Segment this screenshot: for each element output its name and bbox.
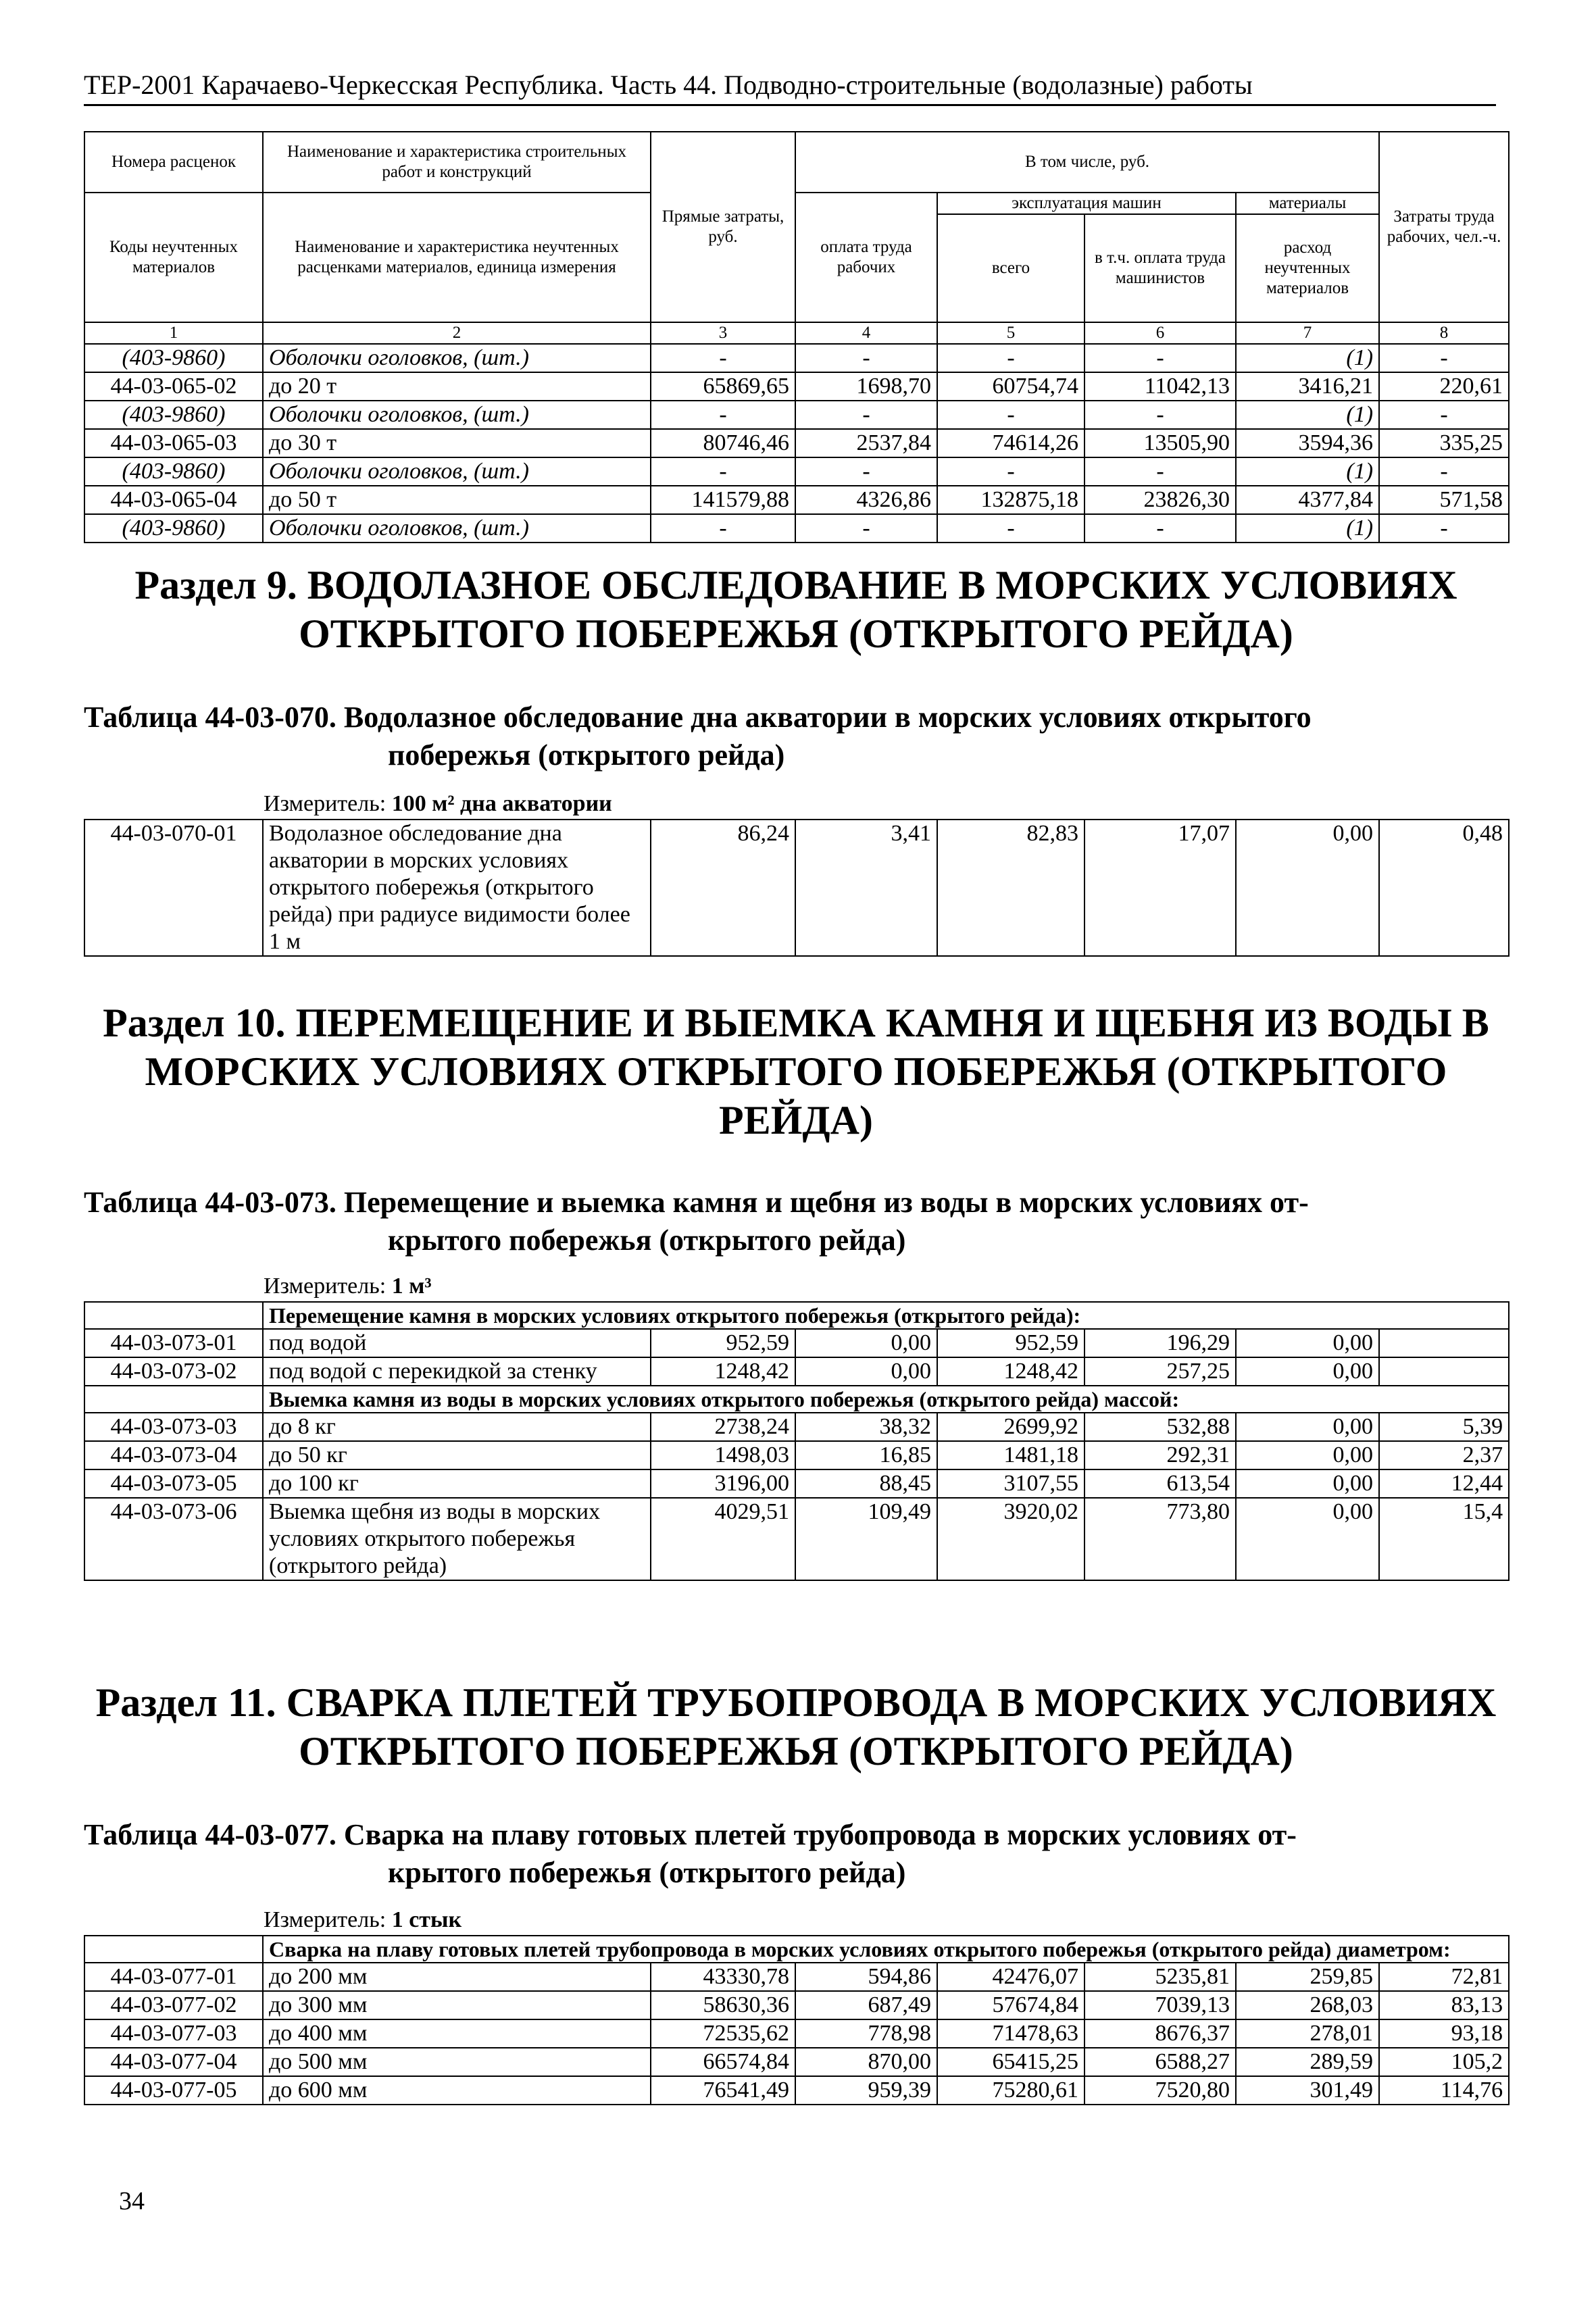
value-cell: 571,58 xyxy=(1379,486,1509,514)
value-cell: 0,00 xyxy=(1236,1498,1379,1580)
table-row xyxy=(84,514,1509,543)
value-cell: 4029,51 xyxy=(651,1498,795,1580)
value-cell: 952,59 xyxy=(937,1329,1084,1357)
subheading: Сварка на плаву готовых плетей трубопровода в морских условиях открытого побережья (открытого рейда) диаметром: xyxy=(263,1936,1509,1963)
value-cell: 0,00 xyxy=(1236,1441,1379,1469)
measure-value: 100 м² дна акватории xyxy=(391,791,612,816)
value-cell: 8676,37 xyxy=(1084,2019,1236,2048)
col-header-1a: Номера расценок xyxy=(84,132,263,193)
value-cell: 1248,42 xyxy=(937,1357,1084,1386)
value-cell: 959,39 xyxy=(795,2076,937,2105)
value-cell: - xyxy=(651,514,795,543)
value-cell: 65415,25 xyxy=(937,2048,1084,2076)
value-cell: 778,98 xyxy=(795,2019,937,2048)
value-cell: 93,18 xyxy=(1379,2019,1509,2048)
value-cell: 0,00 xyxy=(1236,1469,1379,1498)
rate-code: 44-03-065-04 xyxy=(84,486,263,514)
table-row xyxy=(84,1329,1509,1357)
table-44-03-073 xyxy=(84,1301,1510,1581)
col-header-4: оплата труда рабочих xyxy=(795,193,937,322)
value-cell: 532,88 xyxy=(1084,1413,1236,1441)
rate-code: 44-03-073-02 xyxy=(84,1357,263,1386)
value-cell: 60754,74 xyxy=(937,372,1084,401)
value-cell: 71478,63 xyxy=(937,2019,1084,2048)
col-header-mat: материалы xyxy=(1236,193,1379,214)
work-name: до 50 т xyxy=(263,486,651,514)
value-cell: 278,01 xyxy=(1236,2019,1379,2048)
subheading: Выемка камня из воды в морских условиях открытого побережья (открытого рейда) массой: xyxy=(263,1386,1509,1413)
value-cell: 11042,13 xyxy=(1084,372,1236,401)
value-cell: - xyxy=(1379,401,1509,429)
value-cell: 15,4 xyxy=(1379,1498,1509,1580)
value-cell: 5,39 xyxy=(1379,1413,1509,1441)
value-cell: 613,54 xyxy=(1084,1469,1236,1498)
value-cell: 220,61 xyxy=(1379,372,1509,401)
rate-code: 44-03-077-05 xyxy=(84,2076,263,2105)
value-cell: 289,59 xyxy=(1236,2048,1379,2076)
value-cell: (1) xyxy=(1236,514,1379,543)
value-cell: 16,85 xyxy=(795,1441,937,1469)
measure-label: Измеритель: xyxy=(264,1274,392,1299)
rate-code: 44-03-077-04 xyxy=(84,2048,263,2076)
empty-cell xyxy=(84,1386,263,1413)
value-cell: 0,00 xyxy=(1236,1357,1379,1386)
value-cell: 1481,18 xyxy=(937,1441,1084,1469)
table-row xyxy=(84,372,1509,401)
section-9-title: Раздел 9. ВОДОЛАЗНОЕ ОБСЛЕДОВАНИЕ В МОРСКИХ УСЛОВИЯХ ОТКРЫТОГО ПОБЕРЕЖЬЯ (ОТКРЫТОГО РЕЙДА) xyxy=(134,563,1457,656)
work-name: до 600 мм xyxy=(263,2076,651,2105)
value-cell: 6588,27 xyxy=(1084,2048,1236,2076)
value-cell: 4377,84 xyxy=(1236,486,1379,514)
value-cell: 58630,36 xyxy=(651,1991,795,2019)
col-header-2b: Наименование и характеристика неучтенных расценками материалов, единица измерения xyxy=(263,193,651,322)
col-header-7: расход неучтенных материалов xyxy=(1236,214,1379,322)
table-row xyxy=(84,1469,1509,1498)
rate-code: 44-03-077-03 xyxy=(84,2019,263,2048)
value-cell: 141579,88 xyxy=(651,486,795,514)
col-header-1b: Коды неучтенных материалов xyxy=(84,193,263,322)
col-header-8: Затраты труда рабочих, чел.-ч. xyxy=(1379,132,1509,322)
value-cell xyxy=(1379,1329,1509,1357)
work-name: Оболочки оголовков, (шт.) xyxy=(263,401,651,429)
col-num: 5 xyxy=(937,322,1084,344)
work-name: до 300 мм xyxy=(263,1991,651,2019)
value-cell: 65869,65 xyxy=(651,372,795,401)
value-cell: 870,00 xyxy=(795,2048,937,2076)
value-cell: - xyxy=(795,401,937,429)
work-name: до 50 кг xyxy=(263,1441,651,1469)
value-cell: 952,59 xyxy=(651,1329,795,1357)
table-row xyxy=(84,1498,1509,1580)
value-cell: - xyxy=(1379,514,1509,543)
col-header-6: в т.ч. оплата труда машинистов xyxy=(1084,214,1236,322)
value-cell: 268,03 xyxy=(1236,1991,1379,2019)
table-44-03-077 xyxy=(84,1935,1510,2105)
section-11-title: Раздел 11. СВАРКА ПЛЕТЕЙ ТРУБОПРОВОДА В МОРСКИХ УСЛОВИЯХ ОТКРЫТОГО ПОБЕРЕЖЬЯ (ОТКРЫТОГО РЕЙДА) xyxy=(95,1680,1497,1774)
value-cell: 82,83 xyxy=(937,820,1084,956)
work-name: под водой xyxy=(263,1329,651,1357)
value-cell: 132875,18 xyxy=(937,486,1084,514)
value-cell: 2699,92 xyxy=(937,1413,1084,1441)
value-cell: 3920,02 xyxy=(937,1498,1084,1580)
work-name: Выемка щебня из воды в морских условиях открытого побережья (открытого рейда) xyxy=(263,1498,651,1580)
value-cell: 0,00 xyxy=(1236,1329,1379,1357)
value-cell: 23826,30 xyxy=(1084,486,1236,514)
value-cell: - xyxy=(1379,344,1509,372)
value-cell: 105,2 xyxy=(1379,2048,1509,2076)
empty-cell xyxy=(84,1936,263,1963)
value-cell: 292,31 xyxy=(1084,1441,1236,1469)
value-cell: 66574,84 xyxy=(651,2048,795,2076)
col-header-expl: эксплуатация машин xyxy=(937,193,1236,214)
table-row xyxy=(84,1991,1509,2019)
value-cell: - xyxy=(1379,457,1509,486)
value-cell: 1498,03 xyxy=(651,1441,795,1469)
rate-code: 44-03-065-02 xyxy=(84,372,263,401)
value-cell: - xyxy=(795,514,937,543)
work-name: до 500 мм xyxy=(263,2048,651,2076)
col-num: 1 xyxy=(84,322,263,344)
col-header-3: Прямые затраты, руб. xyxy=(651,132,795,322)
value-cell: 74614,26 xyxy=(937,429,1084,457)
work-name: Оболочки оголовков, (шт.) xyxy=(263,344,651,372)
col-header-5: всего xyxy=(937,214,1084,322)
value-cell: - xyxy=(1084,514,1236,543)
table-row xyxy=(84,820,1509,956)
value-cell: 88,45 xyxy=(795,1469,937,1498)
table-row xyxy=(84,429,1509,457)
table-row xyxy=(84,1357,1509,1386)
value-cell: 86,24 xyxy=(651,820,795,956)
measure-label: Измеритель: xyxy=(264,791,392,816)
value-cell: - xyxy=(937,457,1084,486)
work-name: до 20 т xyxy=(263,372,651,401)
value-cell: 3416,21 xyxy=(1236,372,1379,401)
value-cell: 38,32 xyxy=(795,1413,937,1441)
work-name: Оболочки оголовков, (шт.) xyxy=(263,514,651,543)
table-row xyxy=(84,457,1509,486)
value-cell: (1) xyxy=(1236,457,1379,486)
measure-value: 1 м³ xyxy=(391,1274,432,1299)
rate-code: (403-9860) xyxy=(84,401,263,429)
rate-code: 44-03-065-03 xyxy=(84,429,263,457)
table-row xyxy=(84,1441,1509,1469)
value-cell: 72535,62 xyxy=(651,2019,795,2048)
value-cell: - xyxy=(1084,457,1236,486)
rate-code: 44-03-073-03 xyxy=(84,1413,263,1441)
value-cell: 594,86 xyxy=(795,1963,937,1991)
value-cell: 7520,80 xyxy=(1084,2076,1236,2105)
table-row xyxy=(84,1413,1509,1441)
subheading-row xyxy=(84,1936,1509,1963)
value-cell: (1) xyxy=(1236,401,1379,429)
table-row xyxy=(84,2076,1509,2105)
subheading-row xyxy=(84,1302,1509,1329)
value-cell: 72,81 xyxy=(1379,1963,1509,1991)
value-cell: 42476,07 xyxy=(937,1963,1084,1991)
rate-code: 44-03-073-06 xyxy=(84,1498,263,1580)
table-title-line2: крытого побережья (открытого рейда) xyxy=(388,1856,906,1889)
col-num: 8 xyxy=(1379,322,1509,344)
value-cell: 76541,49 xyxy=(651,2076,795,2105)
work-name: Водолазное обследование дна акватории в морских условиях открытого побережья (открытого рейда) при радиусе видимости более 1 м xyxy=(263,820,651,956)
measure-value: 1 стык xyxy=(391,1907,462,1932)
rate-code: 44-03-073-01 xyxy=(84,1329,263,1357)
table-row xyxy=(84,1963,1509,1991)
value-cell: 12,44 xyxy=(1379,1469,1509,1498)
value-cell: 80746,46 xyxy=(651,429,795,457)
measure-44-03-077 xyxy=(264,1907,462,1934)
value-cell: 13505,90 xyxy=(1084,429,1236,457)
value-cell: - xyxy=(651,401,795,429)
value-cell: 773,80 xyxy=(1084,1498,1236,1580)
rate-code: 44-03-073-05 xyxy=(84,1469,263,1498)
value-cell: 301,49 xyxy=(1236,2076,1379,2105)
value-cell: 4326,86 xyxy=(795,486,937,514)
value-cell xyxy=(1379,1357,1509,1386)
value-cell: 3196,00 xyxy=(651,1469,795,1498)
col-num: 2 xyxy=(263,322,651,344)
value-cell: 2738,24 xyxy=(651,1413,795,1441)
value-cell: 17,07 xyxy=(1084,820,1236,956)
rate-code: 44-03-077-01 xyxy=(84,1963,263,1991)
table-title-line2: крытого побережья (открытого рейда) xyxy=(388,1224,906,1257)
work-name: до 400 мм xyxy=(263,2019,651,2048)
value-cell: 196,29 xyxy=(1084,1329,1236,1357)
value-cell: 0,00 xyxy=(795,1357,937,1386)
value-cell: - xyxy=(651,457,795,486)
value-cell: 75280,61 xyxy=(937,2076,1084,2105)
value-cell: 0,00 xyxy=(795,1329,937,1357)
work-name: до 30 т xyxy=(263,429,651,457)
table-44-03-070 xyxy=(84,819,1510,957)
table-44-03-077-title xyxy=(84,1816,1508,1892)
table-title-line1: Таблица 44-03-077. Сварка на плаву готовых плетей трубопровода в морских условиях от- xyxy=(84,1818,1297,1851)
work-name: под водой с перекидкой за стенку xyxy=(263,1357,651,1386)
value-cell: 0,48 xyxy=(1379,820,1509,956)
work-name: Оболочки оголовков, (шт.) xyxy=(263,457,651,486)
value-cell: 259,85 xyxy=(1236,1963,1379,1991)
value-cell: 83,13 xyxy=(1379,1991,1509,2019)
table-row xyxy=(84,2019,1509,2048)
value-cell: 0,00 xyxy=(1236,1413,1379,1441)
value-cell: (1) xyxy=(1236,344,1379,372)
measure-44-03-070 xyxy=(264,790,612,818)
value-cell: 57674,84 xyxy=(937,1991,1084,2019)
value-cell: 257,25 xyxy=(1084,1357,1236,1386)
table-title-line1: Таблица 44-03-073. Перемещение и выемка камня и щебня из воды в морских условиях от- xyxy=(84,1186,1309,1219)
page-number: 34 xyxy=(119,2187,145,2215)
value-cell: 3,41 xyxy=(795,820,937,956)
value-cell: - xyxy=(795,344,937,372)
col-header-incl: В том числе, руб. xyxy=(795,132,1379,193)
subheading-row xyxy=(84,1386,1509,1413)
col-num: 6 xyxy=(1084,322,1236,344)
rate-code: (403-9860) xyxy=(84,344,263,372)
table-row xyxy=(84,401,1509,429)
table-row xyxy=(84,344,1509,372)
measure-label: Измеритель: xyxy=(264,1907,392,1932)
value-cell: - xyxy=(1084,401,1236,429)
subheading: Перемещение камня в морских условиях открытого побережья (открытого рейда): xyxy=(263,1302,1509,1329)
table-row xyxy=(84,486,1509,514)
value-cell: 43330,78 xyxy=(651,1963,795,1991)
col-num: 3 xyxy=(651,322,795,344)
value-cell: - xyxy=(651,344,795,372)
value-cell: 687,49 xyxy=(795,1991,937,2019)
work-name: до 200 мм xyxy=(263,1963,651,1991)
table-44-03-065 xyxy=(84,131,1510,543)
value-cell: - xyxy=(937,344,1084,372)
value-cell: 5235,81 xyxy=(1084,1963,1236,1991)
value-cell: 0,00 xyxy=(1236,820,1379,956)
value-cell: 3594,36 xyxy=(1236,429,1379,457)
value-cell: 3107,55 xyxy=(937,1469,1084,1498)
col-header-2a: Наименование и характеристика строительных работ и конструкций xyxy=(263,132,651,193)
col-num: 4 xyxy=(795,322,937,344)
value-cell: 109,49 xyxy=(795,1498,937,1580)
page-header: ТЕР-2001 Карачаево-Черкесская Республика. Часть 44. Подводно-строительные (водолазные) работы xyxy=(84,69,1496,106)
table-title-line1: Таблица 44-03-070. Водолазное обследование дна акватории в морских условиях открытого xyxy=(84,701,1312,734)
section-10-title: Раздел 10. ПЕРЕМЕЩЕНИЕ И ВЫЕМКА КАМНЯ И ЩЕБНЯ ИЗ ВОДЫ В МОРСКИХ УСЛОВИЯХ ОТКРЫТОГО ПОБЕРЕЖЬЯ (ОТКРЫТОГО РЕЙДА) xyxy=(103,1001,1489,1142)
work-name: до 8 кг xyxy=(263,1413,651,1441)
rate-code: 44-03-077-02 xyxy=(84,1991,263,2019)
table-44-03-073-title xyxy=(84,1184,1508,1259)
value-cell: 7039,13 xyxy=(1084,1991,1236,2019)
value-cell: 1698,70 xyxy=(795,372,937,401)
value-cell: - xyxy=(937,401,1084,429)
work-name: до 100 кг xyxy=(263,1469,651,1498)
table-row xyxy=(84,2048,1509,2076)
table-title-line2: побережья (открытого рейда) xyxy=(388,738,785,772)
value-cell: 114,76 xyxy=(1379,2076,1509,2105)
value-cell: - xyxy=(1084,344,1236,372)
col-num: 7 xyxy=(1236,322,1379,344)
rate-code: (403-9860) xyxy=(84,514,263,543)
value-cell: 1248,42 xyxy=(651,1357,795,1386)
measure-44-03-073 xyxy=(264,1273,432,1300)
value-cell: 2,37 xyxy=(1379,1441,1509,1469)
empty-cell xyxy=(84,1302,263,1329)
value-cell: 335,25 xyxy=(1379,429,1509,457)
rate-code: (403-9860) xyxy=(84,457,263,486)
value-cell: - xyxy=(795,457,937,486)
rate-code: 44-03-070-01 xyxy=(84,820,263,956)
value-cell: 2537,84 xyxy=(795,429,937,457)
value-cell: - xyxy=(937,514,1084,543)
rate-code: 44-03-073-04 xyxy=(84,1441,263,1469)
table-44-03-070-title xyxy=(84,699,1508,774)
